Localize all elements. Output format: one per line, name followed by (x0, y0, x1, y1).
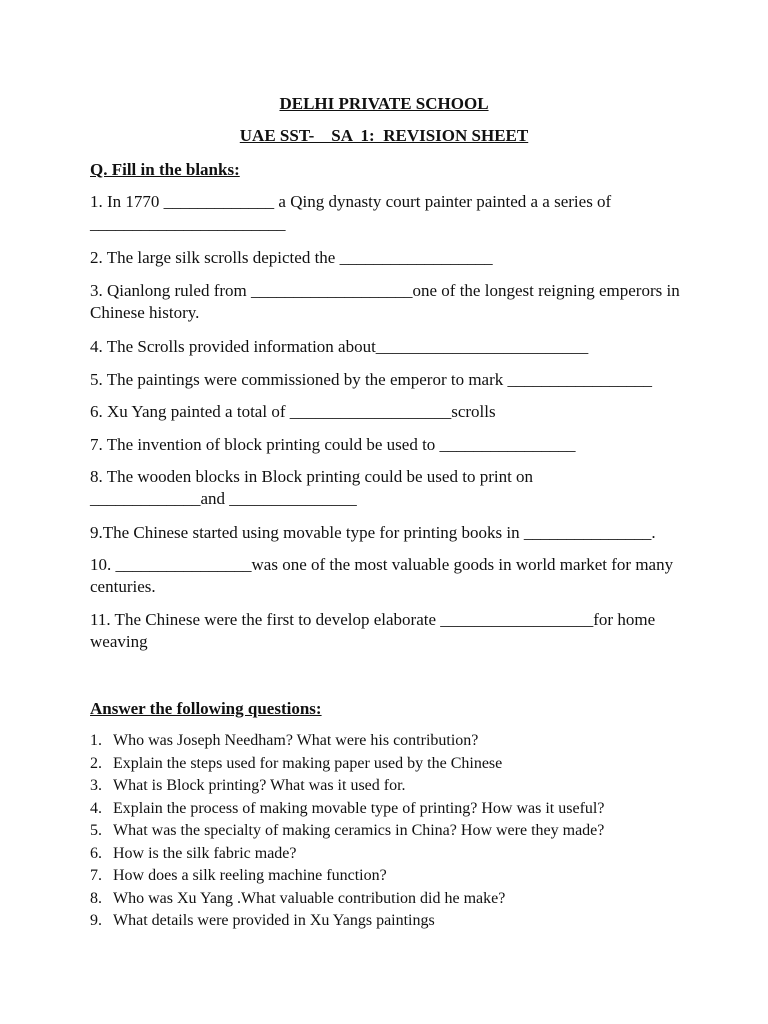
question-text: What was the specialty of making ceramics in China? How were they made? (113, 822, 605, 839)
sheet-title: UAE SST- SA 1: REVISION SHEET (239, 126, 529, 145)
question-number: 4. (90, 799, 102, 817)
question-text: What is Block printing? What was it used for. (113, 777, 406, 794)
question-text: How is the silk fabric made? (113, 844, 297, 862)
fill-blank-item-1: 1. In 1770 _____________ a Qing dynasty court painter painted a a series of _______________________ (90, 192, 616, 233)
school-name: DELHI PRIVATE SCHOOL (279, 94, 489, 113)
fill-blank-item-7: 7. The invention of block printing could be used to ________________ (90, 435, 576, 454)
fill-blank-item-6: 6. Xu Yang painted a total of ___________________scrolls (90, 402, 496, 421)
question-number: 5. (90, 822, 102, 839)
question-text: What details were provided in Xu Yangs paintings (113, 912, 435, 929)
question-number: 7. (90, 867, 102, 884)
fill-blank-item-3: 3. Qianlong ruled from ___________________one of the longest reigning emperors in Chinese history. (90, 281, 684, 322)
question-item (90, 910, 710, 933)
fill-blank-item-2: 2. The large silk scrolls depicted the __________________ (90, 248, 493, 267)
fill-blank-item-8: 8. The wooden blocks in Block printing could be used to print on _____________and _______________ (90, 467, 534, 508)
question-number: 8. (90, 889, 102, 907)
question-item (90, 843, 710, 866)
question-number: 2. (90, 754, 102, 772)
question-number: 6. (90, 844, 102, 862)
question-text: Who was Xu Yang .What valuable contribution did he make? (113, 889, 506, 907)
fill-blank-item-9: 9.The Chinese started using movable type for printing books in _______________. (90, 523, 656, 542)
question-item (90, 888, 710, 911)
question-number: 3. (90, 777, 102, 794)
answer-questions-heading: Answer the following questions: (90, 699, 322, 718)
question-item (90, 730, 710, 753)
fill-blanks-heading: Q. Fill in the blanks: (90, 160, 240, 179)
question-item (90, 820, 710, 843)
question-text: Explain the process of making movable type of printing? How was it useful? (113, 799, 605, 817)
fill-blank-item-10: 10. ________________was one of the most valuable goods in world market for many centuries. (90, 555, 678, 596)
fill-blank-item-11: 11. The Chinese were the first to develop elaborate __________________for home weaving (90, 610, 660, 651)
question-text: How does a silk reeling machine function? (113, 867, 387, 884)
question-list (90, 730, 710, 933)
fill-blank-item-5: 5. The paintings were commissioned by the emperor to mark _________________ (90, 370, 653, 389)
fill-blank-item-4: 4. The Scrolls provided information about_________________________ (90, 337, 589, 356)
question-item (90, 865, 710, 888)
question-text: Explain the steps used for making paper used by the Chinese (113, 754, 503, 772)
question-number: 1. (90, 732, 102, 749)
question-item (90, 775, 710, 798)
question-item (90, 753, 710, 776)
question-item (90, 798, 710, 821)
question-number: 9. (90, 912, 102, 929)
question-text: Who was Joseph Needham? What were his contribution? (113, 732, 479, 749)
